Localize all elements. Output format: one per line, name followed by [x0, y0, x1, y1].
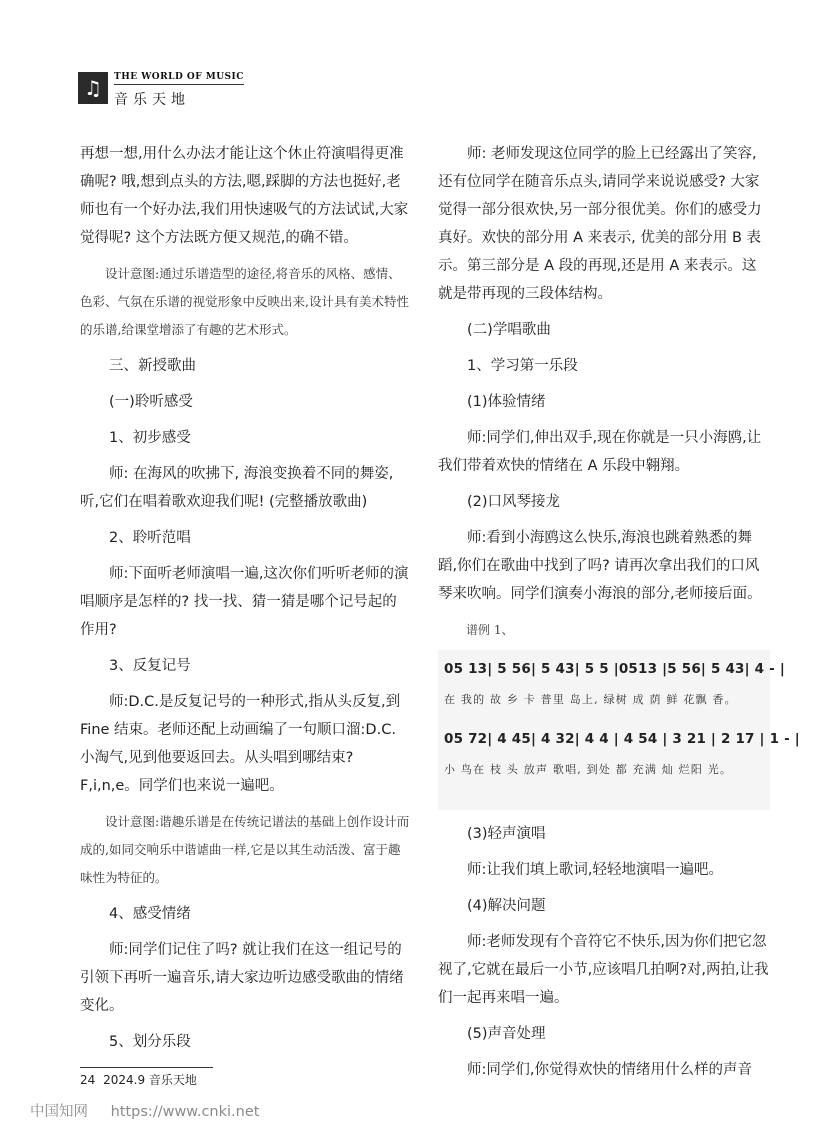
step-heading: (5)声音处理	[467, 1026, 546, 1042]
step-heading: 1、学习第一乐段	[467, 358, 578, 374]
step-heading: (4)解决问题	[467, 898, 546, 914]
step-heading: 4、感受情绪	[109, 906, 191, 922]
left-column	[80, 140, 410, 1064]
section-heading: 三、新授歌曲	[109, 358, 196, 374]
step-heading: 2、聆听范唱	[109, 530, 191, 546]
score-lyrics-line-1: 在 我的 故 乡 卡 普里 岛上, 绿树 成 荫 鲜 花飘 香。	[444, 693, 737, 706]
subsection-heading: (二)学唱歌曲	[467, 322, 551, 338]
paragraph: 师: 老师发现这位同学的脸上已经露出了笑容,还有位同学在随音乐点头,请同学来说说感受? 大家觉得一部分很欢快,另一部分很优美。你们的感受力真好。欢快的部分用 A 来表示, 优美的部分用 B 表示。第三部分是 A 段的再现,还是用 A 来表示。这就是带再现的三段体结构。	[438, 146, 762, 302]
watermark-site-name: 中国知网	[30, 1104, 88, 1120]
step-heading: (2)口风琴接龙	[467, 494, 561, 510]
issue-label: 2024.9 音乐天地	[103, 1073, 197, 1087]
music-score	[438, 650, 800, 810]
header-cn-title: 音乐天地	[114, 92, 190, 108]
page-footer	[80, 1067, 213, 1088]
design-note: 设计意图:谐趣乐谱是在传统记谱法的基础上创作设计而成的,如同交响乐中谐谑曲一样,它是以其生动活泼、富于趣味性为特征的。	[80, 814, 410, 885]
right-column	[438, 140, 800, 1092]
design-note: 设计意图:通过乐谱造型的途径,将音乐的风格、感情、色彩、气氛在乐谱的视觉形象中反映出来,设计具有美术特性的乐谱,给课堂增添了有趣的艺术形式。	[80, 266, 409, 337]
cnki-watermark	[30, 1100, 277, 1121]
header-en-title: THE WORLD OF MUSIC	[114, 72, 244, 85]
page-number: 24	[80, 1073, 96, 1087]
paragraph: 师:下面听老师演唱一遍,这次你们听听老师的演唱顺序是怎样的? 找一找、猜一猜是哪个记号起的作用?	[80, 566, 409, 638]
score-notes-line-2: 05 72| 4 45| 4 32| 4 4 | 4 54 | 3 21 | 2 17 | 1 - |	[444, 731, 800, 747]
paragraph: 师:老师发现有个音符它不快乐,因为你们把它忽视了,它就在最后一小节,应该唱几拍啊?对,两拍,让我们一起再来唱一遍。	[438, 934, 769, 1006]
paragraph: 师:看到小海鸥这么快乐,海浪也跳着熟悉的舞蹈,你们在歌曲中找到了吗? 请再次拿出我们的口风琴来吹响。同学们演奏小海浪的部分,老师接后面。	[438, 530, 762, 602]
paragraph: 师:D.C.是反复记号的一种形式,指从头反复,到Fine 结束。老师还配上动画编了一句顺口溜:D.C.小淘气,见到他要返回去。从头唱到哪结束? F,i,n,e。同学们也来说一遍吧。	[80, 694, 401, 794]
paragraph: 师:同学们记住了吗? 就让我们在这一组记号的引领下再听一遍音乐,请大家边听边感受歌曲的情绪变化。	[80, 942, 404, 1014]
score-lyrics-line-2: 小 鸟在 枝 头 放声 歌唱, 到处 都 充满 灿 烂阳 光。	[444, 763, 733, 776]
step-heading: 3、反复记号	[109, 658, 191, 674]
score-label: 谱例 1、	[466, 623, 514, 637]
journal-header	[78, 72, 244, 109]
step-heading: (1)体验情绪	[467, 394, 546, 410]
music-note-icon: ♫	[84, 76, 102, 100]
paragraph: 师:同学们,你觉得欢快的情绪用什么样的声音	[467, 1062, 752, 1078]
journal-logo	[78, 72, 108, 104]
step-heading: 1、初步感受	[109, 430, 191, 446]
paragraph: 师:让我们填上歌词,轻轻地演唱一遍吧。	[467, 862, 723, 878]
paragraph: 师:同学们,伸出双手,现在你就是一只小海鸥,让我们带着欢快的情绪在 A 乐段中翱翔。	[438, 430, 762, 474]
step-heading: 5、划分乐段	[109, 1034, 191, 1050]
paragraph: 师: 在海风的吹拂下, 海浪变换着不同的舞姿,听,它们在唱着歌欢迎我们呢! (完整播放歌曲)	[80, 466, 394, 510]
step-heading: (3)轻声演唱	[467, 826, 546, 842]
paragraph: 再想一想,用什么办法才能让这个休止符演唱得更准确呢? 哦,想到点头的方法,嗯,踩脚的方法也挺好,老师也有一个好办法,我们用快速吸气的方法试试,大家觉得呢? 这个方法既方便又规范,的确不错。	[80, 146, 409, 246]
subsection-heading: (一)聆听感受	[109, 394, 193, 410]
score-notes-line-1: 05 13| 5 56| 5 43| 5 5 |0513 |5 56| 5 43| 4 - |	[444, 661, 785, 677]
watermark-url[interactable]: https://www.cnki.net	[110, 1104, 260, 1120]
